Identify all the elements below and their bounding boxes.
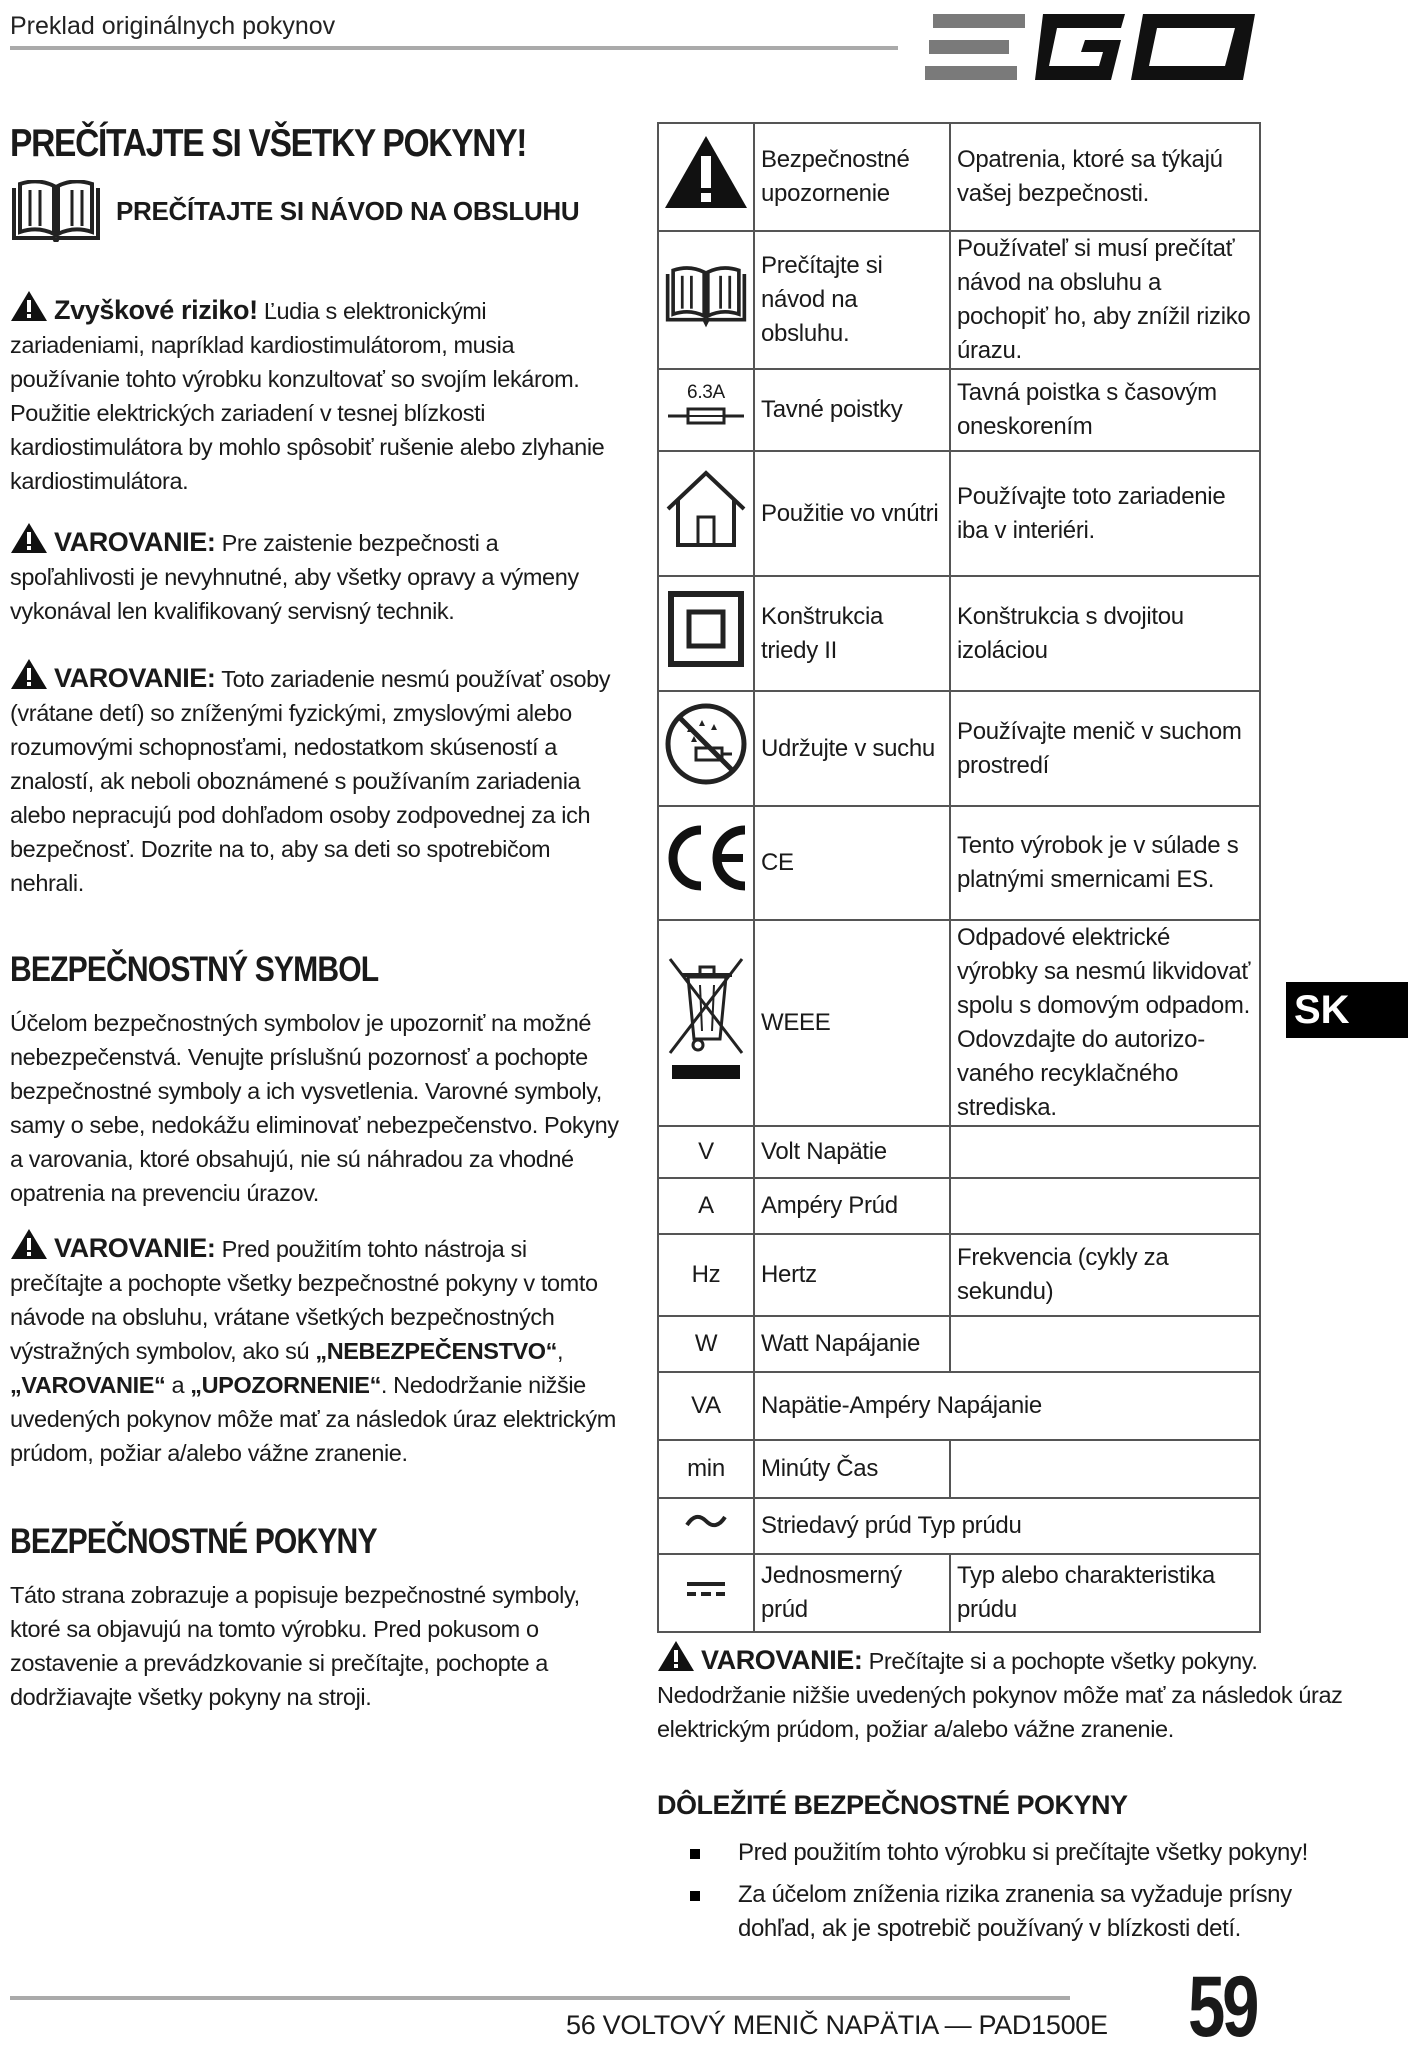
symbol-cell bbox=[658, 231, 754, 369]
symbol-cell bbox=[658, 576, 754, 691]
weee-bin-icon bbox=[664, 953, 748, 1083]
symbol-description: Používajte toto zariadenie iba v interiéri. bbox=[950, 451, 1260, 576]
symbol-name: WEEE bbox=[754, 920, 950, 1126]
symbol-name: Minúty Čas bbox=[754, 1440, 950, 1498]
keep-dry-icon bbox=[664, 702, 748, 786]
symbol-description bbox=[950, 1440, 1260, 1498]
table-row bbox=[658, 1126, 1260, 1178]
table-row bbox=[658, 1440, 1260, 1498]
symbol-description: Frekvencia (cykly za sekundu) bbox=[950, 1234, 1260, 1316]
caution-term: „UPOZORNENIE“ bbox=[190, 1372, 381, 1398]
symbol-name: Bezpečnostné upozornenie bbox=[754, 123, 950, 231]
symbol-description: Konštrukcia s dvojitou izoláciou bbox=[950, 576, 1260, 691]
right-warning-text: Prečítajte si a pochopte všetky pokyny. Nedodržanie nižšie uvedených pokynov môže mať za následok úraz elektrickým prúdom, požiar a/alebo vážne zranenie. bbox=[657, 1648, 1343, 1742]
symbol-cell bbox=[658, 691, 754, 806]
footer-rule bbox=[10, 1996, 1070, 2000]
list-item: Pred použitím tohto výrobku si prečítajte všetky pokyny! bbox=[682, 1836, 1332, 1870]
warning1-text: Pre zaistenie bezpečnosti a spoľahlivosti je nevyhnutné, aby všetky opravy a výmeny vykonával len kvalifikovaný servisný technik. bbox=[10, 530, 579, 624]
symbol-description: Tento výrobok je v súlade s platnými smernicami ES. bbox=[950, 806, 1260, 920]
manual-book-icon bbox=[664, 259, 748, 331]
instructions-heading: BEZPEČNOSTNÉ POKYNY bbox=[10, 1522, 377, 1561]
table-row bbox=[658, 123, 1260, 231]
symbol-name: Hertz bbox=[754, 1234, 950, 1316]
class-ii-icon bbox=[667, 590, 745, 668]
symbol-name: Striedavý prúd Typ prúdu bbox=[754, 1498, 1260, 1554]
manual-book-icon bbox=[10, 180, 102, 242]
language-tab: SK bbox=[1286, 982, 1408, 1038]
list-item: Za účelom zníženia rizika zranenia sa vyžaduje prísny dohľad, ak je spotrebič používaný v blízkosti detí. bbox=[682, 1878, 1332, 1946]
residual-risk-text: Ľudia s elektronickými zariadeniami, napríklad kardiostimulátorom, musia používanie tohto výrobku konzultovať so svojím lekárom. Použitie elektrických zariadení v tesnej blízkosti kardiostimulátora by mohlo spôsobiť rušenie alebo zlyhanie kardiostimulátora. bbox=[10, 298, 605, 494]
warning3-text-b: . Nedodržanie nižšie uvedených pokynov môže mať za následok úraz elektrickým prúdom, požiar a/alebo vážne zranenie. bbox=[10, 1372, 616, 1466]
symbol-description bbox=[950, 1178, 1260, 1234]
warning3-paragraph bbox=[10, 1228, 625, 1470]
fuse-icon bbox=[666, 405, 746, 427]
symbol-cell bbox=[658, 1498, 754, 1554]
symbol-name: CE bbox=[754, 806, 950, 920]
unit-symbol: V bbox=[658, 1126, 754, 1178]
warning2-text: Toto zariadenie nesmú používať osoby (vrátane detí) so zníženými fyzickými, zmyslovými alebo rozumovými schopnosťami, nedostatkom skúseností a znalostí, ak neboli oboznámené s používaním zariadenia alebo nepracujú pod dohľadom osoby zodpovednej za ich bezpečnosť. Dozrite na to, aby sa deti so spotrebičom nehrali. bbox=[10, 666, 611, 896]
warning2-label: VAROVANIE: bbox=[54, 663, 216, 693]
unit-symbol: Hz bbox=[658, 1234, 754, 1316]
table-row bbox=[658, 1234, 1260, 1316]
symbol-name: Prečítajte si návod na obsluhu. bbox=[754, 231, 950, 369]
warning-triangle-icon bbox=[10, 1228, 48, 1260]
symbol-description: Tavná poistka s časovým oneskorením bbox=[950, 369, 1260, 451]
symbol-description: Používajte menič v suchom prostredí bbox=[950, 691, 1260, 806]
symbol-description: Typ alebo charakteristika prúdu bbox=[950, 1554, 1260, 1632]
instructions-paragraph: Táto strana zobrazuje a popisuje bezpečnostné symboly, ktoré sa objavujú na tomto výrobku. Pred pokusom o zostavenie a prevádzkovanie si prečítajte, pochopte a dodržiavajte všetky pokyny na stroji. bbox=[10, 1582, 580, 1710]
unit-symbol: VA bbox=[658, 1372, 754, 1440]
warning-triangle-icon bbox=[10, 290, 48, 322]
symbol-name: Konštrukcia triedy II bbox=[754, 576, 950, 691]
unit-symbol: A bbox=[658, 1178, 754, 1234]
manual-heading: PREČÍTAJTE SI NÁVOD NA OBSLUHU bbox=[116, 195, 580, 226]
left-column bbox=[10, 122, 625, 1714]
symbol-name: Ampéry Prúd bbox=[754, 1178, 950, 1234]
table-row bbox=[658, 1372, 1260, 1440]
warning3-text-a: Pred použitím tohto nástroja si prečítajte a pochopte všetky bezpečnostné pokyny v tomto návode na obsluhu, vrátane všetkých bezpečnostných výstražných symbolov, ako sú bbox=[10, 1236, 598, 1364]
symbol-name: Udržujte v suchu bbox=[754, 691, 950, 806]
main-title: PREČÍTAJTE SI VŠETKY POKYNY! bbox=[10, 122, 527, 165]
symbol-cell bbox=[658, 123, 754, 231]
dc-icon bbox=[683, 1578, 729, 1600]
symbol-cell bbox=[658, 369, 754, 451]
separator: , bbox=[557, 1338, 564, 1364]
unit-symbol: W bbox=[658, 1316, 754, 1372]
right-warning-paragraph bbox=[657, 1640, 1357, 1746]
residual-risk-paragraph bbox=[10, 290, 625, 498]
symbol-description: Odpadové elektrické výrobky sa nesmú likvidovať spolu s domovým odpadom. Odovzdajte do autorizo-vaného recyklačného strediska. bbox=[950, 920, 1260, 1126]
table-row bbox=[658, 920, 1260, 1126]
warning3-label: VAROVANIE: bbox=[54, 1233, 216, 1263]
warning-triangle-icon bbox=[663, 134, 749, 210]
symbol-cell bbox=[658, 451, 754, 576]
house-icon bbox=[664, 469, 748, 549]
table-row bbox=[658, 806, 1260, 920]
footer-text: 56 VOLTOVÝ MENIČ NAPÄTIA — PAD1500E bbox=[566, 2010, 1108, 2040]
warning-triangle-icon bbox=[657, 1640, 695, 1672]
fuse-rating: 6.3A bbox=[687, 382, 725, 403]
table-row bbox=[658, 1498, 1260, 1554]
header-text: Preklad originálnych pokynov bbox=[10, 12, 336, 40]
symbol-table bbox=[657, 122, 1261, 1633]
table-row bbox=[658, 691, 1260, 806]
warning-term: „VAROVANIE“ bbox=[10, 1372, 166, 1398]
table-row bbox=[658, 1554, 1260, 1632]
symbol-description bbox=[950, 1126, 1260, 1178]
table-row bbox=[658, 451, 1260, 576]
symbol-name: Jednosmerný prúd bbox=[754, 1554, 950, 1632]
symbol-description: Opatrenia, ktoré sa týkajú vašej bezpečnosti. bbox=[950, 123, 1260, 231]
warning2-paragraph bbox=[10, 658, 625, 900]
danger-term: „NEBEZPEČENSTVO“ bbox=[315, 1338, 558, 1364]
symbol-name: Tavné poistky bbox=[754, 369, 950, 451]
warning-triangle-icon bbox=[10, 658, 48, 690]
page-number: 59 bbox=[1188, 1959, 1257, 2055]
symbol-name: Volt Napätie bbox=[754, 1126, 950, 1178]
warning1-label: VAROVANIE: bbox=[54, 527, 216, 557]
symbol-paragraph: Účelom bezpečnostných symbolov je upozorniť na možné nebezpečenstvá. Venujte príslušnú pozornosť a pochopte bezpečnostné symboly a ich vysvetlenia. Varovné symboly, samy o sebe, nedokážu eliminovať nebezpečenstvo. Pokyny a varovania, ktoré obsahujú, nie sú náhradou za vhodné opatrenia na prevenciu úrazov. bbox=[10, 1010, 619, 1206]
symbol-name: Watt Napájanie bbox=[754, 1316, 950, 1372]
table-row bbox=[658, 1316, 1260, 1372]
ac-icon bbox=[683, 1509, 729, 1533]
symbol-name: Použitie vo vnútri bbox=[754, 451, 950, 576]
symbol-heading: BEZPEČNOSTNÝ SYMBOL bbox=[10, 950, 379, 989]
warning1-paragraph bbox=[10, 522, 625, 628]
symbol-cell bbox=[658, 806, 754, 920]
symbol-name: Napätie-Ampéry Napájanie bbox=[754, 1372, 1260, 1440]
symbol-description: Používateľ si musí prečítať návod na obsluhu a pochopiť ho, aby znížil riziko úrazu. bbox=[950, 231, 1260, 369]
unit-symbol: min bbox=[658, 1440, 754, 1498]
table-row bbox=[658, 369, 1260, 451]
header-rule bbox=[10, 46, 898, 50]
right-warning-label: VAROVANIE: bbox=[701, 1645, 863, 1675]
important-heading: DÔLEŽITÉ BEZPEČNOSTNÉ POKYNY bbox=[657, 1790, 1128, 1820]
symbol-description bbox=[950, 1316, 1260, 1372]
separator: a bbox=[165, 1372, 191, 1398]
table-row bbox=[658, 576, 1260, 691]
symbol-cell bbox=[658, 1554, 754, 1632]
ce-mark-icon bbox=[661, 822, 751, 894]
table-row bbox=[658, 231, 1260, 369]
warning-triangle-icon bbox=[10, 522, 48, 554]
table-row bbox=[658, 1178, 1260, 1234]
symbol-cell bbox=[658, 920, 754, 1126]
ego-logo-icon bbox=[925, 8, 1265, 88]
residual-risk-label: Zvyškové riziko! bbox=[54, 295, 258, 325]
important-list bbox=[682, 1836, 1332, 1954]
